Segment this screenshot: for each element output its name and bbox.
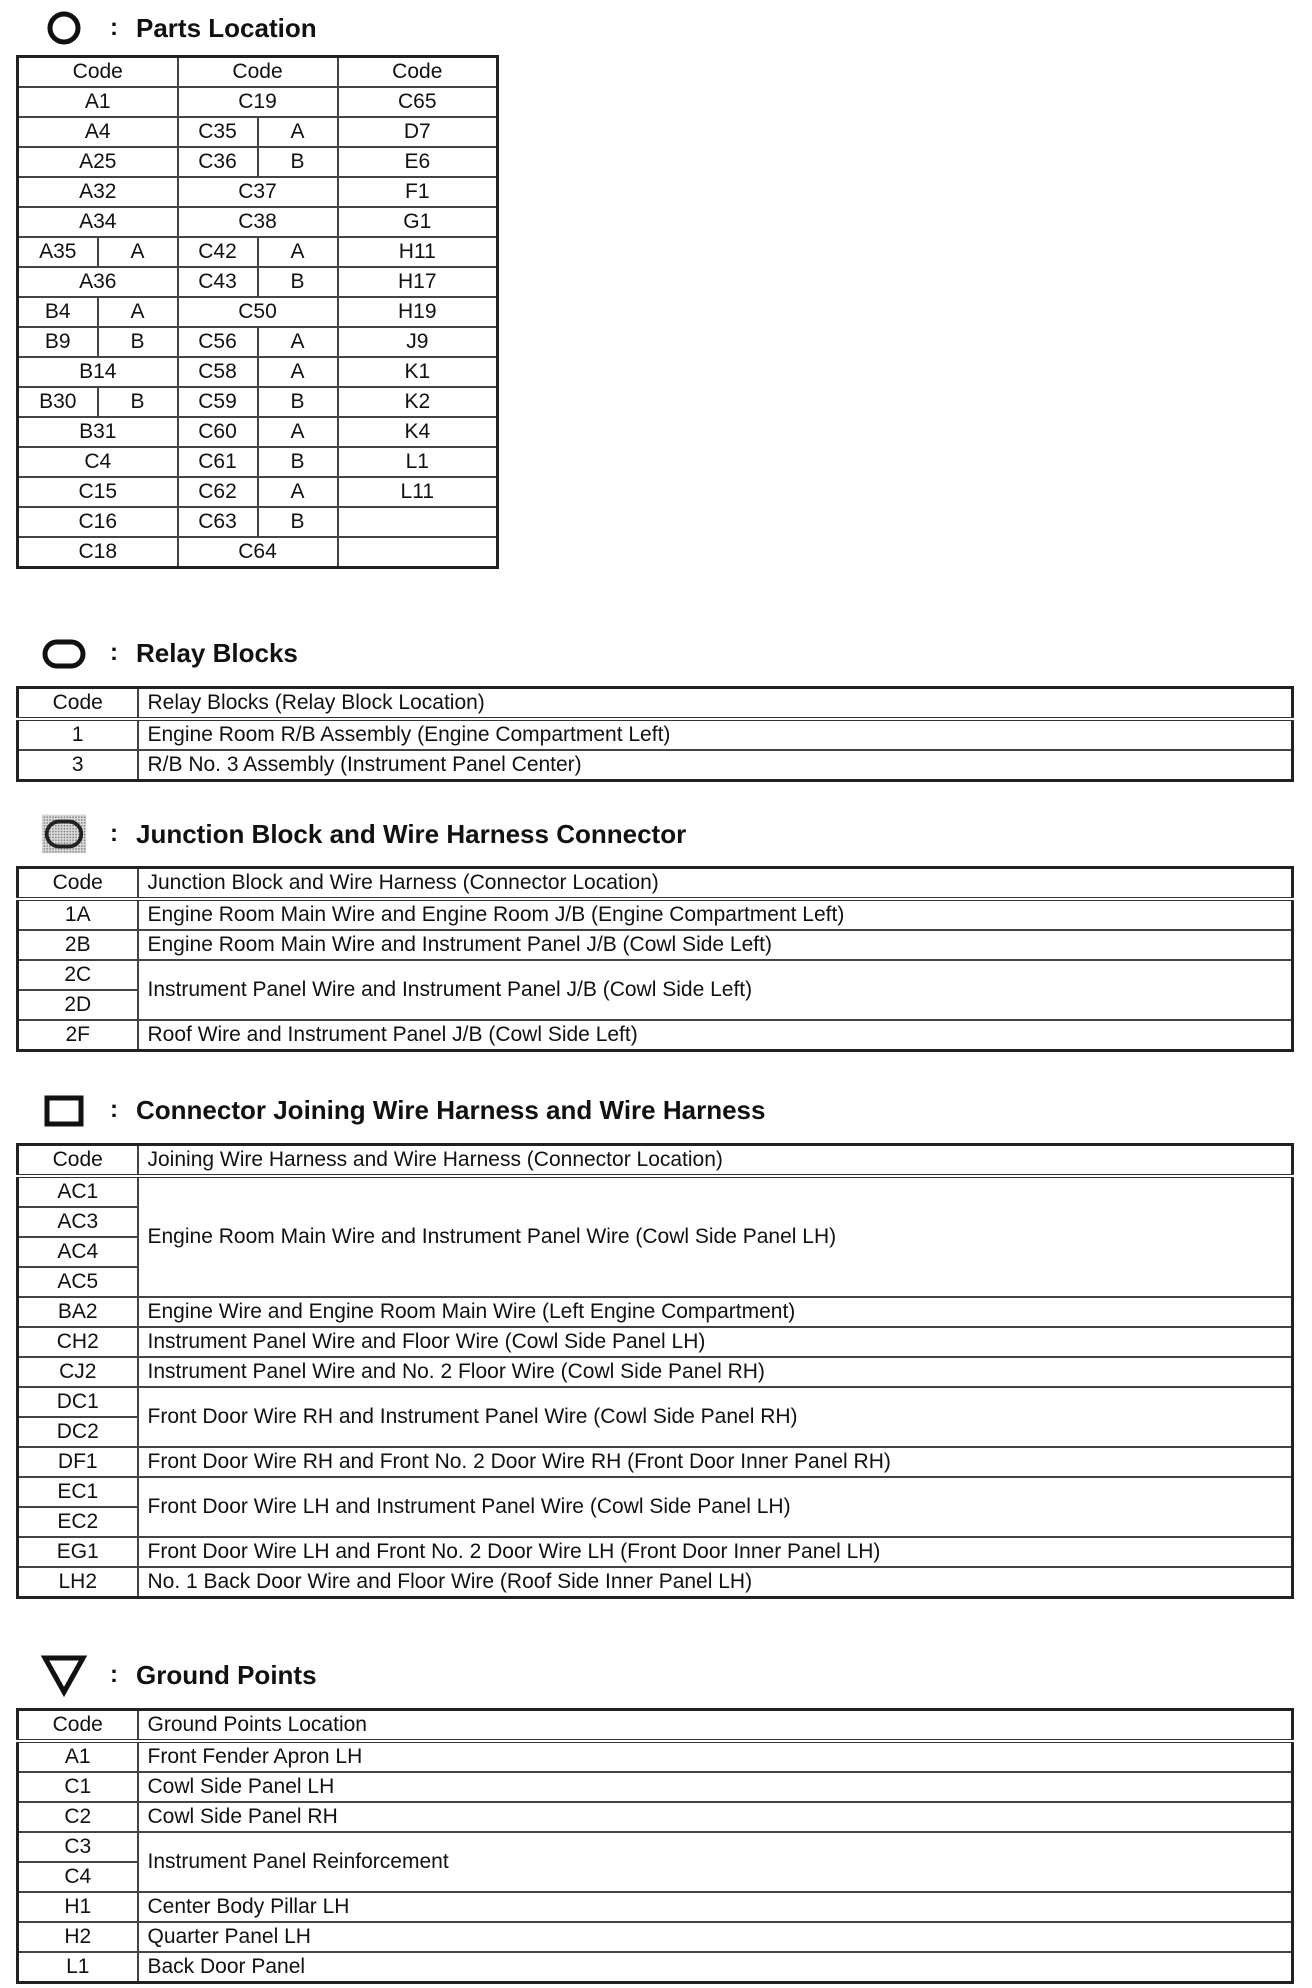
variant-cell: B — [258, 147, 338, 177]
table-row — [18, 719, 1293, 750]
relay-blocks-heading: : Relay Blocks — [40, 633, 298, 673]
code-cell: H19 — [338, 297, 498, 327]
oval-symbol-icon — [40, 633, 88, 673]
table-row — [18, 147, 498, 177]
code-cell: C37 — [178, 177, 338, 207]
table-row — [18, 417, 498, 447]
parts-location-title: Parts Location — [136, 12, 317, 43]
code-cell: C19 — [178, 87, 338, 117]
code-cell: C42 — [178, 237, 258, 267]
code-cell: C4 — [18, 1862, 138, 1892]
code-cell: C1 — [18, 1772, 138, 1802]
code-cell: K1 — [338, 357, 498, 387]
code-cell: C3 — [18, 1832, 138, 1862]
ground-points-table — [16, 1708, 1294, 1984]
code-cell: 2B — [18, 930, 138, 960]
code-header: Code — [18, 57, 178, 88]
code-header: Code — [18, 868, 138, 900]
code-cell: C63 — [178, 507, 258, 537]
location-cell: Instrument Panel Wire and No. 2 Floor Wire (Cowl Side Panel RH) — [138, 1357, 1293, 1387]
code-cell: 2C — [18, 960, 138, 990]
code-cell: B14 — [18, 357, 178, 387]
table-row — [18, 117, 498, 147]
code-cell: C35 — [178, 117, 258, 147]
variant-cell: A — [258, 327, 338, 357]
code-cell: A1 — [18, 87, 178, 117]
code-cell: A25 — [18, 147, 178, 177]
code-cell: C36 — [178, 147, 258, 177]
table-row — [18, 1176, 1293, 1207]
header-row — [18, 688, 1293, 720]
table-row — [18, 750, 1293, 781]
code-cell: F1 — [338, 177, 498, 207]
code-cell: AC1 — [18, 1176, 138, 1207]
code-cell: E6 — [338, 147, 498, 177]
code-cell: B31 — [18, 417, 178, 447]
table-row — [18, 960, 1293, 990]
table-row — [18, 507, 498, 537]
code-cell: C62 — [178, 477, 258, 507]
relay-blocks-title: Relay Blocks — [136, 637, 298, 668]
connector-joining-table — [16, 1143, 1294, 1599]
location-cell: Engine Room R/B Assembly (Engine Compartment Left) — [138, 719, 1293, 750]
table-row — [18, 1537, 1293, 1567]
table-row — [18, 1020, 1293, 1051]
code-cell: H17 — [338, 267, 498, 297]
code-cell: 3 — [18, 750, 138, 781]
location-header: Ground Points Location — [138, 1710, 1293, 1742]
code-cell: H11 — [338, 237, 498, 267]
table-row — [18, 1802, 1293, 1832]
code-cell: A32 — [18, 177, 178, 207]
table-row — [18, 1567, 1293, 1598]
table-row — [18, 1741, 1293, 1772]
code-cell: C58 — [178, 357, 258, 387]
location-cell: Front Fender Apron LH — [138, 1741, 1293, 1772]
code-cell: B4 — [18, 297, 98, 327]
code-cell: L1 — [18, 1952, 138, 1983]
code-cell: H2 — [18, 1922, 138, 1952]
code-cell: L1 — [338, 447, 498, 477]
code-cell: C65 — [338, 87, 498, 117]
table-row — [18, 477, 498, 507]
code-header: Code — [338, 57, 498, 88]
connector-joining-heading: : Connector Joining Wire Harness and Wire Harness — [40, 1090, 765, 1130]
junction-block-heading: : Junction Block and Wire Harness Connector — [40, 814, 686, 854]
table-row — [18, 1327, 1293, 1357]
variant-cell: B — [258, 387, 338, 417]
code-header: Code — [18, 1710, 138, 1742]
table-row — [18, 1447, 1293, 1477]
location-cell: Cowl Side Panel LH — [138, 1772, 1293, 1802]
code-cell: 1 — [18, 719, 138, 750]
code-cell: AC3 — [18, 1207, 138, 1237]
location-cell: Back Door Panel — [138, 1952, 1293, 1983]
junction-block-title: Junction Block and Wire Harness Connector — [136, 818, 687, 849]
header-row — [18, 1710, 1293, 1742]
code-cell: A4 — [18, 117, 178, 147]
code-cell: A34 — [18, 207, 178, 237]
table-row — [18, 1922, 1293, 1952]
code-cell: C15 — [18, 477, 178, 507]
table-row — [18, 237, 498, 267]
table-row — [18, 327, 498, 357]
table-row — [18, 1832, 1293, 1862]
code-cell: K2 — [338, 387, 498, 417]
parts-location-heading: : Parts Location — [40, 8, 317, 48]
table-row — [18, 87, 498, 117]
code-cell: C64 — [178, 537, 338, 568]
code-cell: EC2 — [18, 1507, 138, 1537]
location-header: Joining Wire Harness and Wire Harness (Connector Location) — [138, 1145, 1293, 1177]
table-row — [18, 1357, 1293, 1387]
table-row — [18, 267, 498, 297]
location-cell: Roof Wire and Instrument Panel J/B (Cowl Side Left) — [138, 1020, 1293, 1051]
table-row — [18, 1297, 1293, 1327]
code-cell: C50 — [178, 297, 338, 327]
connector-joining-title: Connector Joining Wire Harness and Wire Harness — [136, 1094, 766, 1125]
code-header: Code — [18, 1145, 138, 1177]
triangle-symbol-icon — [40, 1655, 88, 1695]
table-row — [18, 177, 498, 207]
code-cell: B9 — [18, 327, 98, 357]
location-cell: Engine Wire and Engine Room Main Wire (Left Engine Compartment) — [138, 1297, 1293, 1327]
variant-cell: B — [98, 327, 178, 357]
table-row — [18, 899, 1293, 930]
code-cell: DC2 — [18, 1417, 138, 1447]
code-cell: AC5 — [18, 1267, 138, 1297]
code-cell: C18 — [18, 537, 178, 568]
code-cell — [338, 537, 498, 568]
code-cell: B30 — [18, 387, 98, 417]
location-header: Relay Blocks (Relay Block Location) — [138, 688, 1293, 720]
variant-cell: A — [258, 117, 338, 147]
code-cell: C38 — [178, 207, 338, 237]
table-row — [18, 357, 498, 387]
code-cell: 1A — [18, 899, 138, 930]
table-row — [18, 447, 498, 477]
variant-cell: B — [258, 267, 338, 297]
code-cell: J9 — [338, 327, 498, 357]
code-cell: A35 — [18, 237, 98, 267]
code-cell: EG1 — [18, 1537, 138, 1567]
variant-cell: A — [258, 477, 338, 507]
table-row — [18, 1387, 1293, 1417]
code-cell: H1 — [18, 1892, 138, 1922]
location-cell: R/B No. 3 Assembly (Instrument Panel Center) — [138, 750, 1293, 781]
code-cell — [338, 507, 498, 537]
table-row — [18, 930, 1293, 960]
header-row — [18, 868, 1293, 900]
variant-cell: A — [258, 237, 338, 267]
location-cell: Engine Room Main Wire and Instrument Panel Wire (Cowl Side Panel LH) — [138, 1176, 1293, 1297]
location-cell: Engine Room Main Wire and Instrument Panel J/B (Cowl Side Left) — [138, 930, 1293, 960]
code-cell: 2D — [18, 990, 138, 1020]
code-cell: C59 — [178, 387, 258, 417]
location-header: Junction Block and Wire Harness (Connector Location) — [138, 868, 1293, 900]
code-cell: A1 — [18, 1741, 138, 1772]
code-cell: CH2 — [18, 1327, 138, 1357]
table-row — [18, 207, 498, 237]
code-cell: DC1 — [18, 1387, 138, 1417]
location-cell: Center Body Pillar LH — [138, 1892, 1293, 1922]
code-cell: EC1 — [18, 1477, 138, 1507]
variant-cell: A — [258, 357, 338, 387]
location-cell: Cowl Side Panel RH — [138, 1802, 1293, 1832]
table-row — [18, 1892, 1293, 1922]
location-cell: Instrument Panel Wire and Instrument Panel J/B (Cowl Side Left) — [138, 960, 1293, 1020]
variant-cell: A — [98, 297, 178, 327]
code-cell: K4 — [338, 417, 498, 447]
code-cell: BA2 — [18, 1297, 138, 1327]
location-cell: Front Door Wire LH and Front No. 2 Door Wire LH (Front Door Inner Panel LH) — [138, 1537, 1293, 1567]
circle-symbol-icon — [40, 8, 88, 48]
variant-cell: A — [258, 417, 338, 447]
code-cell: D7 — [338, 117, 498, 147]
code-cell: L11 — [338, 477, 498, 507]
code-cell: A36 — [18, 267, 178, 297]
location-cell: Quarter Panel LH — [138, 1922, 1293, 1952]
code-cell: DF1 — [18, 1447, 138, 1477]
table-row — [18, 1477, 1293, 1507]
location-cell: Front Door Wire LH and Instrument Panel Wire (Cowl Side Panel LH) — [138, 1477, 1293, 1537]
code-header: Code — [18, 688, 138, 720]
shaded-oval-symbol-icon — [40, 814, 88, 854]
code-cell: C43 — [178, 267, 258, 297]
code-cell: 2F — [18, 1020, 138, 1051]
variant-cell: B — [258, 507, 338, 537]
variant-cell: B — [258, 447, 338, 477]
code-cell: C61 — [178, 447, 258, 477]
code-header: Code — [178, 57, 338, 88]
relay-blocks-table — [16, 686, 1294, 782]
ground-points-heading: : Ground Points — [40, 1655, 317, 1695]
code-cell: C16 — [18, 507, 178, 537]
code-cell: LH2 — [18, 1567, 138, 1598]
location-cell: Front Door Wire RH and Instrument Panel Wire (Cowl Side Panel RH) — [138, 1387, 1293, 1447]
code-cell: CJ2 — [18, 1357, 138, 1387]
location-cell: Instrument Panel Wire and Floor Wire (Cowl Side Panel LH) — [138, 1327, 1293, 1357]
location-cell: Instrument Panel Reinforcement — [138, 1832, 1293, 1892]
table-row — [18, 297, 498, 327]
header-row — [18, 1145, 1293, 1177]
code-cell: AC4 — [18, 1237, 138, 1267]
variant-cell: B — [98, 387, 178, 417]
parts-location-table — [16, 55, 499, 569]
table-row — [18, 1772, 1293, 1802]
junction-block-table — [16, 866, 1294, 1052]
variant-cell: A — [98, 237, 178, 267]
code-cell: C60 — [178, 417, 258, 447]
table-row — [18, 537, 498, 568]
table-row — [18, 387, 498, 417]
code-cell: G1 — [338, 207, 498, 237]
table-row — [18, 1952, 1293, 1983]
header-row — [18, 57, 498, 88]
location-cell: No. 1 Back Door Wire and Floor Wire (Roof Side Inner Panel LH) — [138, 1567, 1293, 1598]
ground-points-title: Ground Points — [136, 1659, 317, 1690]
location-cell: Front Door Wire RH and Front No. 2 Door Wire RH (Front Door Inner Panel RH) — [138, 1447, 1293, 1477]
code-cell: C4 — [18, 447, 178, 477]
code-cell: C2 — [18, 1802, 138, 1832]
square-symbol-icon — [40, 1090, 88, 1130]
code-cell: C56 — [178, 327, 258, 357]
location-cell: Engine Room Main Wire and Engine Room J/B (Engine Compartment Left) — [138, 899, 1293, 930]
